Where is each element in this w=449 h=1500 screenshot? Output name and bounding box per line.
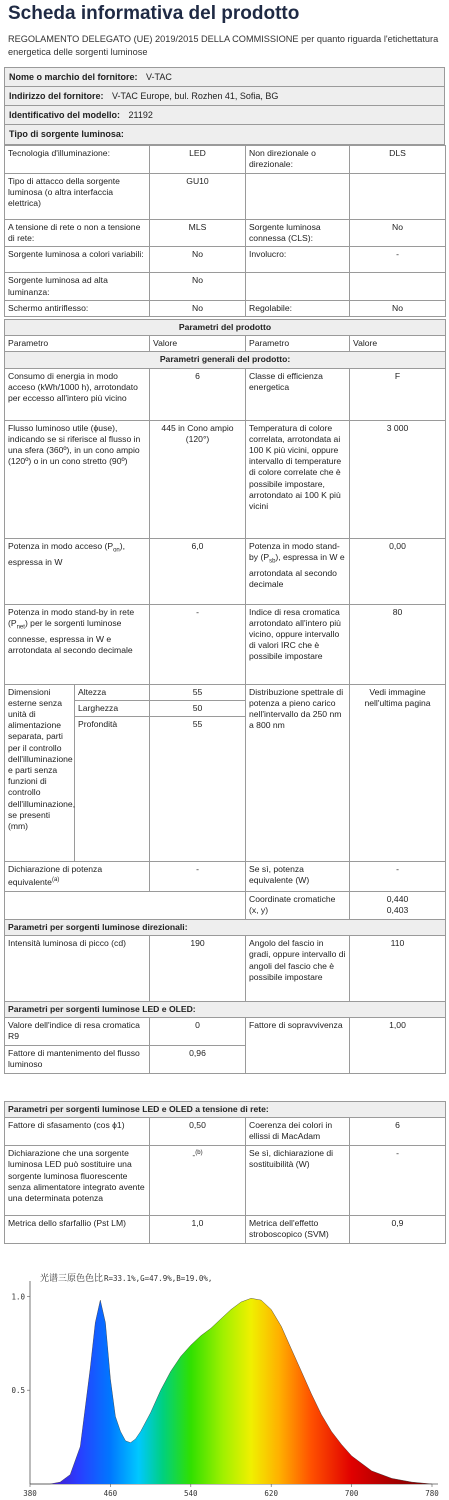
y-tick-label: 1.0	[11, 1292, 25, 1302]
table-row: Fattore di mantenimento del flusso luminoso 0,96	[5, 1046, 446, 1074]
model-identifier-row	[4, 105, 445, 126]
table-row: Parametro Valore Parametro Valore	[5, 336, 446, 352]
mains-parameters-table	[4, 1101, 446, 1244]
table-row: Schermo antiriflesso: No Regolabile: No	[5, 300, 446, 316]
product-parameters-table	[4, 319, 446, 920]
directional-heading: Parametri per sorgenti luminose direzionali:	[5, 920, 446, 936]
source-type-table	[4, 145, 446, 317]
table-row: Dichiarazione di potenza equivalente$^{(a)}$ - Se sì, potenza equivalente (W) -	[5, 861, 446, 891]
table-row: Tecnologia d'illuminazione: LED Non direzionale o direzionale: DLS	[5, 146, 446, 174]
table-row: Potenza in modo stand-by in rete $(P_{net})$ per le sorgenti luminose connesse, espressa in W e arrotondata al secondo decimale - Indice di resa cromatica arrotondato all'intero più vicino, oppure intervallo di valori IRC che è possibile impostare 80	[5, 604, 446, 684]
supplier-address-value: V-TAC Europe, bul. Rozhen 41, Sofia, BG	[112, 91, 279, 101]
model-identifier-value: 21192	[128, 110, 153, 120]
table-row: Flusso luminoso utile (ϕuse), indicando se si riferisce al flusso in una sfera (360º), in un cono ampio (120º) o in un cono stretto (90º) 445 in Cono ampio (120°) Temperatura di colore correlata, arrotondata ai 100 K più vicini, oppure intervallo di temperature di colore correlate che è possibile impostare, arrotondato ai 100 K più vicini 3 000	[5, 420, 446, 538]
model-identifier-label: Identificativo del modello:	[9, 110, 121, 120]
table-row: Coordinate cromatiche (x, y) 0,440 0,403	[5, 891, 446, 919]
table-row	[5, 320, 446, 336]
table-row: Fattore di sfasamento (cos ϕ1) 0,50 Coerenza dei colori in ellissi di MacAdam 6	[5, 1118, 446, 1146]
table-row	[5, 1102, 446, 1118]
product-parameters-heading: Parametri del prodotto	[5, 320, 446, 336]
directional-parameters-table	[4, 919, 446, 1002]
table-row: Consumo di energia in modo acceso (kWh/1000 h), arrotondato per eccesso all'intero più vicino 6 Classe di efficienza energetica F	[5, 368, 446, 420]
chart-title: 光谱三原色色比	[40, 1274, 104, 1284]
table-row	[5, 352, 446, 368]
table-row: Profondità 55	[5, 717, 446, 861]
general-parameters-heading: Parametri generali del prodotto:	[5, 352, 446, 368]
table-row	[5, 920, 446, 936]
supplier-address-label: Indirizzo del fornitore:	[9, 91, 104, 101]
table-row: Valore dell'indice di resa cromatica R9 0 Fattore di sopravvivenza 1,00	[5, 1018, 446, 1046]
page-title: Scheda informativa del prodotto	[8, 3, 300, 24]
supplier-name-label: Nome o marchio del fornitore:	[9, 72, 138, 82]
x-tick-label: 700	[344, 1489, 359, 1498]
table-row: Potenza in modo acceso $(P_{on})$, espressa in W 6,0 Potenza in modo stand-by $(P_{sb})$, espressa in W e arrotondata al secondo decimale 0,00	[5, 538, 446, 604]
supplier-name-row	[4, 67, 445, 88]
table-row: Intensità luminosa di picco (cd) 190 Angolo del fascio in gradi, oppure intervallo di angoli del fascio che è possibile impostare 110	[5, 936, 446, 1002]
x-tick-label: 460	[103, 1489, 118, 1498]
source-type-heading	[4, 124, 445, 145]
supplier-address-row	[4, 86, 445, 107]
mains-heading: Parametri per sorgenti luminose LED e OLED a tensione di rete:	[5, 1102, 446, 1118]
table-row: A tensione di rete o non a tensione di rete: MLS Sorgente luminosa connessa (CLS): No	[5, 220, 446, 247]
y-tick-label: 0.5	[11, 1386, 25, 1396]
source-type-heading-text: Tipo di sorgente luminosa:	[9, 129, 124, 139]
led-oled-heading: Parametri per sorgenti luminose LED e OLED:	[5, 1002, 446, 1018]
spectral-distribution-chart	[0, 1265, 449, 1500]
table-row: Dichiarazione che una sorgente luminosa LED può sostituire una sorgente luminosa fluorescente senza alimentatore integrato avente una determinata potenza -$^{(b)}$ Se sì, dichiarazione di sostituibilità (W) -	[5, 1146, 446, 1216]
table-row: Larghezza 50	[5, 701, 446, 717]
supplier-name-value: V-TAC	[146, 72, 172, 82]
table-row: Sorgente luminosa a colori variabili: No Involucro: -	[5, 247, 446, 273]
table-row	[5, 1002, 446, 1018]
x-tick-label: 540	[184, 1489, 198, 1498]
x-tick-label: 780	[425, 1489, 439, 1498]
table-row: Sorgente luminosa ad alta luminanza: No	[5, 273, 446, 300]
table-row: Tipo di attacco della sorgente luminosa (o altra interfaccia elettrica) GU10	[5, 174, 446, 220]
regulation-subtitle: REGOLAMENTO DELEGATO (UE) 2019/2015 DELLA COMMISSIONE per quanto riguarda l'etichettatura energetica delle sorgenti luminose	[8, 34, 439, 57]
chart-annotation: R=33.1%,G=47.9%,B=19.0%,	[104, 1274, 213, 1283]
table-row: Dimensioni esterne senza unità di alimentazione separata, parti per il controllo dell'illuminazione e parti senza funzioni di controllo dell'illuminazione, se presenti (mm) Altezza 55 Distribuzione spettrale di potenza a pieno carico nell'intervallo da 250 nm a 800 nm Vedi immagine nell'ultima pagina	[5, 684, 446, 700]
led-oled-parameters-table	[4, 1001, 446, 1074]
x-tick-label: 620	[264, 1489, 278, 1498]
spectrum-area	[30, 1298, 432, 1484]
table-row: Metrica dello sfarfallio (Pst LM) 1,0 Metrica dell'effetto stroboscopico (SVM) 0,9	[5, 1216, 446, 1243]
x-tick-label: 380	[23, 1489, 37, 1498]
